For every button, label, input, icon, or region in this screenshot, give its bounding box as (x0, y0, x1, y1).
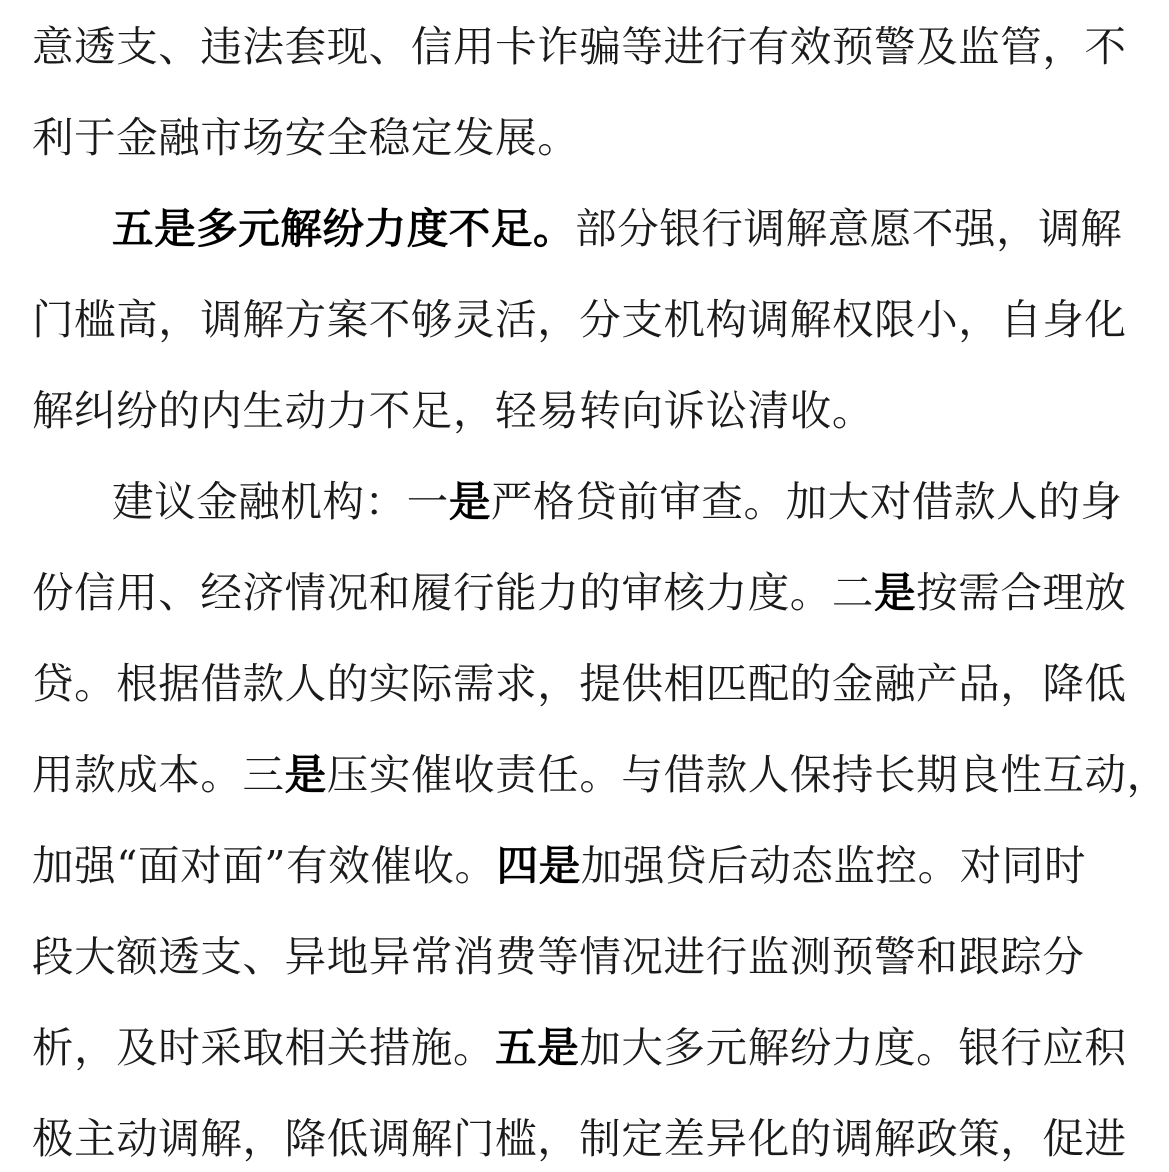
text-run: 析，及时采取相关措施。 (32, 1023, 496, 1072)
text-line (32, 290, 1127, 350)
bold-heading-run: 五是多元解纷力度不足。 (112, 204, 576, 253)
text-line (32, 654, 1127, 714)
text-line (32, 563, 1127, 623)
text-line (32, 745, 1169, 805)
text-run: 用款成本。三 (32, 750, 285, 799)
text-run: 段大额透支、异地异常消费等情况进行监测预警和跟踪分 (32, 932, 1085, 981)
text-run: 份信用、经济情况和履行能力的审核力度。二 (32, 568, 875, 617)
bold-run: 是 (874, 568, 917, 617)
text-run: 加大多元解纷力度。银行应积 (579, 1023, 1127, 1072)
text-line (32, 836, 1087, 896)
text-run: 部分银行调解意愿不强，调解 (575, 204, 1123, 253)
text-run: 极主动调解，降低调解门槛，制定差异化的调解政策，促进 (32, 1114, 1127, 1163)
text-run: 压实催收责任。与借款人保持长期良性互动， (326, 750, 1169, 799)
text-run: 意透支、违法套现、信用卡诈骗等进行有效预警及监管，不 (32, 22, 1127, 71)
text-line (32, 1109, 1127, 1169)
text-run: 加强“面对面”有效催收。 (32, 841, 497, 890)
bold-run: 是 (448, 477, 491, 526)
text-line (32, 1018, 1127, 1078)
text-run: 贷。根据借款人的实际需求，提供相匹配的金融产品，降低 (32, 659, 1127, 708)
text-run: 加强贷后动态监控。对同时 (580, 841, 1087, 890)
bold-run: 是 (284, 750, 327, 799)
text-line (32, 17, 1127, 77)
bold-run: 五是 (495, 1023, 580, 1072)
text-run: 门槛高，调解方案不够灵活，分支机构调解权限小，自身化 (32, 295, 1127, 344)
text-run: 严格贷前审查。加大对借款人的身 (490, 477, 1123, 526)
text-line (32, 927, 1085, 987)
bold-run: 四是 (496, 841, 581, 890)
text-run: 按需合理放 (916, 568, 1127, 617)
text-run: 利于金融市场安全稳定发展。 (32, 113, 580, 162)
paragraph-first-line (112, 472, 1123, 532)
text-run: 建议金融机构：一 (112, 477, 449, 526)
paragraph-first-line (112, 199, 1123, 259)
text-run: 解纠纷的内生动力不足，轻易转向诉讼清收。 (32, 386, 875, 435)
text-line (32, 108, 1048, 168)
text-line (32, 381, 1048, 441)
